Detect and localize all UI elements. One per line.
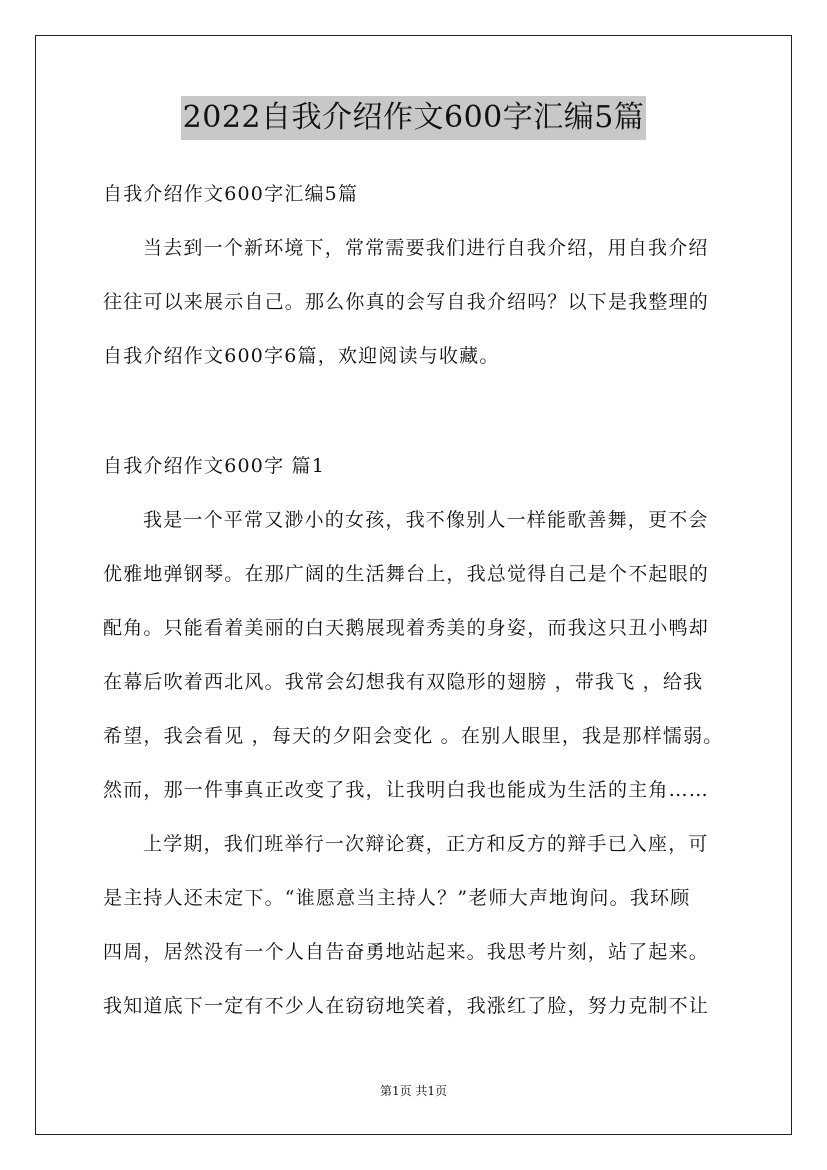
paragraph-line: 四周，居然没有一个人自告奋勇地站起来。我思考片刻，站了起来。	[103, 941, 710, 963]
paragraph-line: 在幕后吹着西北风。我常会幻想我有双隐形的翅膀 ，带我飞 ，给我	[103, 671, 704, 693]
paragraph-line: 上学期，我们班举行一次辩论赛，正方和反方的辩手已入座，可	[143, 833, 709, 855]
paragraph-line: 我知道底下一定有不少人在窃窃地笑着，我涨红了脸，努力克制不让	[103, 995, 710, 1017]
page-footer: 第1页 共1页	[379, 1084, 448, 1098]
intro-line: 当去到一个新环境下，常常需要我们进行自我介绍，用自我介绍	[143, 237, 709, 259]
intro-line: 往往可以来展示自己。那么你真的会写自我介绍吗？以下是我整理的	[103, 291, 710, 313]
paragraph-line: 希望，我会看见 ，每天的夕阳会变化 。在别人眼里，我是那样懦弱。	[103, 725, 724, 747]
document-subtitle: 自我介绍作文600字汇编5篇	[103, 183, 359, 205]
title-container	[0, 96, 827, 140]
section-heading: 自我介绍作文600字 篇1	[103, 455, 325, 477]
paragraph-line: 我是一个平常又渺小的女孩，我不像别人一样能歌善舞，更不会	[143, 509, 709, 531]
paragraph-line: 是主持人还未定下。“谁愿意当主持人？”老师大声地询问。我环顾	[103, 887, 691, 909]
paragraph-line: 优雅地弹钢琴。在那广阔的生活舞台上，我总觉得自己是个不起眼的	[103, 563, 710, 585]
paragraph-line: 然而，那一件事真正改变了我，让我明白我也能成为生活的主角……	[103, 779, 710, 801]
document-title: 2022自我介绍作文600字汇编5篇	[181, 96, 647, 140]
paragraph-line: 配角。只能看着美丽的白天鹅展现着秀美的身姿，而我这只丑小鸭却	[103, 617, 710, 639]
intro-line: 自我介绍作文600字6篇，欢迎阅读与收藏。	[103, 345, 500, 367]
